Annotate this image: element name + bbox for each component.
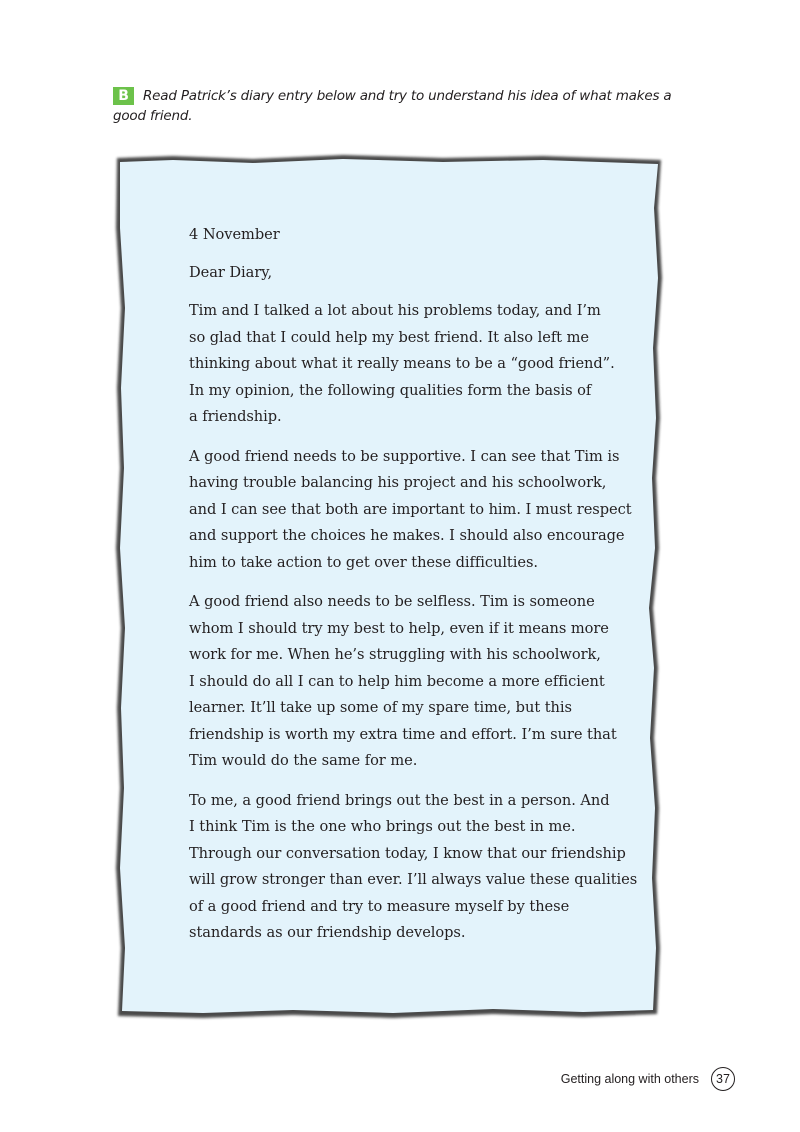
text-line: and support the choices he makes. I should also encourage <box>189 527 625 544</box>
text-line: To me, a good friend brings out the best in a person. And <box>189 791 610 809</box>
text-line: A good friend also needs to be selfless. Tim is someone <box>189 593 595 610</box>
diary-salutation: Dear Diary, <box>189 263 273 281</box>
text-line: work for me. When he’s struggling with his schoolwork, <box>189 646 601 663</box>
diary-entry <box>189 222 638 960</box>
text-line: whom I should try my best to help, even if it means more <box>189 619 609 637</box>
text-line: Tim and I talked a lot about his problems today, and I’m <box>189 302 601 319</box>
diary-paper <box>113 148 665 1024</box>
text-line: I should do all I can to help him become a more efficient <box>189 672 605 690</box>
section-title: Getting along with others <box>560 1072 699 1086</box>
diary-paragraph-2 <box>189 444 632 577</box>
text-line: friendship is worth my extra time and effort. I’m sure that <box>189 725 617 743</box>
text-line: learner. It’ll take up some of my spare time, but this <box>189 699 572 716</box>
instruction-text <box>113 86 673 126</box>
diary-paragraph-1 <box>189 298 619 431</box>
section-badge: B <box>113 87 134 105</box>
text-line: having trouble balancing his project and his schoolwork, <box>189 474 607 491</box>
text-line: him to take action to get over these difficulties. <box>189 553 538 571</box>
text-line: Tim would do the same for me. <box>189 752 418 769</box>
text-line: A good friend needs to be supportive. I can see that Tim is <box>189 447 620 465</box>
instruction-body: Read Patrick’s diary entry below and try to understand his idea of what makes a good friend. <box>113 88 672 124</box>
text-line: will grow stronger than ever. I’ll always value these qualities <box>189 871 638 888</box>
text-line: standards as our friendship develops. <box>189 924 466 941</box>
page-number: 37 <box>711 1067 735 1091</box>
diary-paragraph-4 <box>189 788 638 947</box>
text-line: In my opinion, the following qualities form the basis of <box>189 381 592 399</box>
text-line: I think Tim is the one who brings out the best in me. <box>189 818 576 835</box>
text-line: of a good friend and try to measure myself by these <box>189 897 570 915</box>
text-line: Through our conversation today, I know that our friendship <box>189 844 626 862</box>
text-line: a friendship. <box>189 408 282 425</box>
diary-paragraph-3 <box>189 589 619 775</box>
text-line: so glad that I could help my best friend. It also left me <box>189 328 589 346</box>
text-line: thinking about what it really means to be a “good friend”. <box>189 355 615 372</box>
diary-date: 4 November <box>189 226 280 243</box>
text-line: and I can see that both are important to him. I must respect <box>189 500 632 518</box>
page-footer <box>561 1066 735 1092</box>
